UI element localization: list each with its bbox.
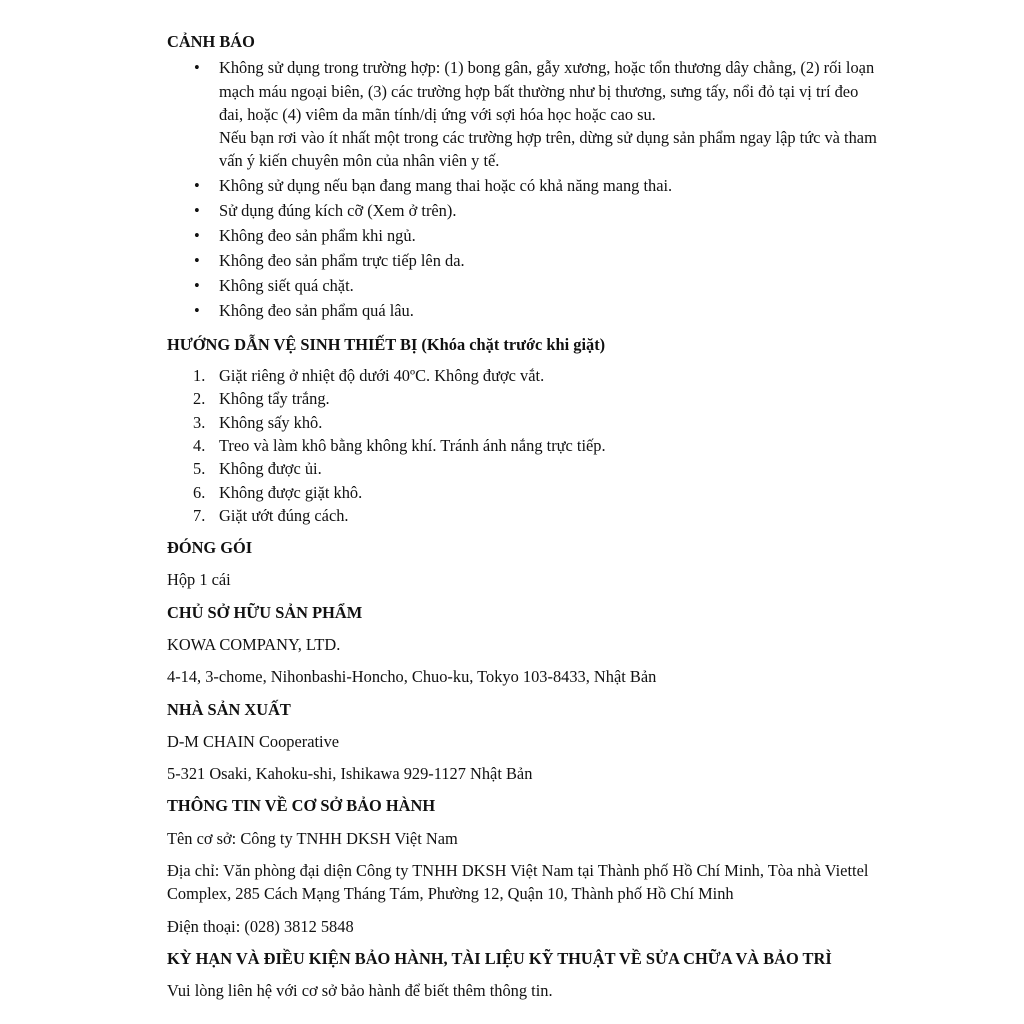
packaging-text: Hộp 1 cái: [167, 570, 231, 590]
cleaning-item-number: 2.: [193, 389, 206, 409]
cleaning-item-text: Giặt riêng ở nhiệt độ dưới 40ºC. Không được vắt.: [219, 366, 545, 386]
warning-heading: CẢNH BÁO: [167, 32, 255, 51]
cleaning-item-text: Treo và làm khô bằng không khí. Tránh ánh nắng trực tiếp.: [219, 435, 606, 455]
cleaning-item: [167, 387, 879, 410]
warning-item: [167, 174, 879, 197]
packaging-heading: ĐÓNG GÓI: [167, 538, 253, 558]
bullet-icon: •: [194, 58, 200, 78]
cleaning-item: [167, 411, 879, 434]
cleaning-item-number: 5.: [193, 459, 206, 479]
warning-item-text: Không đeo sản phẩm khi ngủ.: [219, 226, 416, 246]
cleaning-item-number: 1.: [193, 366, 206, 386]
cleaning-item-text: Không tẩy trắng.: [219, 389, 330, 409]
cleaning-list: [167, 364, 879, 527]
cleaning-item: [167, 434, 879, 457]
cleaning-item-text: Không sấy khô.: [219, 412, 323, 432]
warranty-terms-text: Vui lòng liên hệ với cơ sở bảo hành để biết thêm thông tin.: [167, 981, 553, 1001]
cleaning-item-text: Giặt ướt đúng cách.: [219, 505, 349, 525]
bullet-icon: •: [194, 226, 200, 246]
warning-item-text: Không đeo sản phẩm quá lâu.: [219, 300, 414, 320]
owner-address: 4-14, 3-chome, Nihonbashi-Honcho, Chuo-ku, Tokyo 103-8433, Nhật Bản: [167, 667, 657, 687]
warning-item-text: Không đeo sản phẩm trực tiếp lên da.: [219, 251, 465, 271]
warning-item-extra: Nếu bạn rơi vào ít nhất một trong các trường hợp trên, dừng sử dụng sản phẩm ngay lập tức và tham vấn ý kiến chuyên môn của nhân viên y tế.: [219, 128, 877, 171]
warning-item: [167, 299, 879, 322]
warning-item-text: Sử dụng đúng kích cỡ (Xem ở trên).: [219, 201, 457, 221]
cleaning-item-text: Không được ủi.: [219, 459, 322, 479]
cleaning-item-number: 7.: [193, 505, 206, 525]
bullet-icon: •: [194, 176, 200, 196]
cleaning-item: [167, 481, 879, 504]
warranty-center-name: Tên cơ sở: Công ty TNHH DKSH Việt Nam: [167, 828, 458, 848]
cleaning-item: [167, 364, 879, 387]
bullet-icon: •: [194, 275, 200, 295]
manufacturer-address: 5-321 Osaki, Kahoku-shi, Ishikawa 929-1127 Nhật Bản: [167, 764, 533, 784]
owner-name: KOWA COMPANY, LTD.: [167, 634, 341, 654]
warranty-center-heading: THÔNG TIN VỀ CƠ SỞ BẢO HÀNH: [167, 796, 436, 816]
manufacturer-heading: NHÀ SẢN XUẤT: [167, 699, 291, 719]
bullet-icon: •: [194, 201, 200, 221]
owner-heading: CHỦ SỞ HỮU SẢN PHẨM: [167, 602, 363, 622]
cleaning-heading: HƯỚNG DẪN VỆ SINH THIẾT BỊ (Khóa chặt trước khi giặt): [167, 334, 606, 354]
warning-item: [167, 199, 879, 222]
warning-item-text: Không siết quá chặt.: [219, 275, 354, 295]
cleaning-item-number: 6.: [193, 482, 206, 502]
warranty-center-address: Địa chỉ: Văn phòng đại diện Công ty TNHH DKSH Việt Nam tại Thành phố Hồ Chí Minh, Tòa nhà Viettel Complex, 285 Cách Mạng Tháng Tám, Phường 12, Quận 10, Thành phố Hồ Chí Minh: [167, 861, 869, 904]
document-page: [167, 30, 879, 1003]
warranty-center-phone: Điện thoại: (028) 3812 5848: [167, 916, 354, 936]
cleaning-item-number: 4.: [193, 435, 206, 455]
warning-item-text: Không sử dụng trong trường hợp: (1) bong gân, gẫy xương, hoặc tổn thương dây chằng, (2) rối loạn mạch máu ngoại biên, (3) các trường hợp bất thường như bị thương, sưng tấy, nổi đỏ tại vị trí đeo đai, hoặc (4) viêm da mãn tính/dị ứng với sợi hóa học hoặc cao su.: [219, 58, 875, 124]
warning-item-text: Không sử dụng nếu bạn đang mang thai hoặc có khả năng mang thai.: [219, 176, 673, 196]
warning-item: [167, 56, 879, 172]
warning-item: [167, 274, 879, 297]
warranty-terms-heading: KỲ HẠN VÀ ĐIỀU KIỆN BẢO HÀNH, TÀI LIỆU KỸ THUẬT VỀ SỬA CHỮA VÀ BẢO TRÌ: [167, 948, 832, 968]
bullet-icon: •: [194, 300, 200, 320]
cleaning-item-number: 3.: [193, 412, 206, 432]
warning-item: [167, 249, 879, 272]
warning-item: [167, 224, 879, 247]
manufacturer-name: D-M CHAIN Cooperative: [167, 731, 340, 751]
cleaning-item: [167, 504, 879, 527]
warning-list: [167, 56, 879, 322]
cleaning-item: [167, 457, 879, 480]
cleaning-item-text: Không được giặt khô.: [219, 482, 363, 502]
bullet-icon: •: [194, 251, 200, 271]
